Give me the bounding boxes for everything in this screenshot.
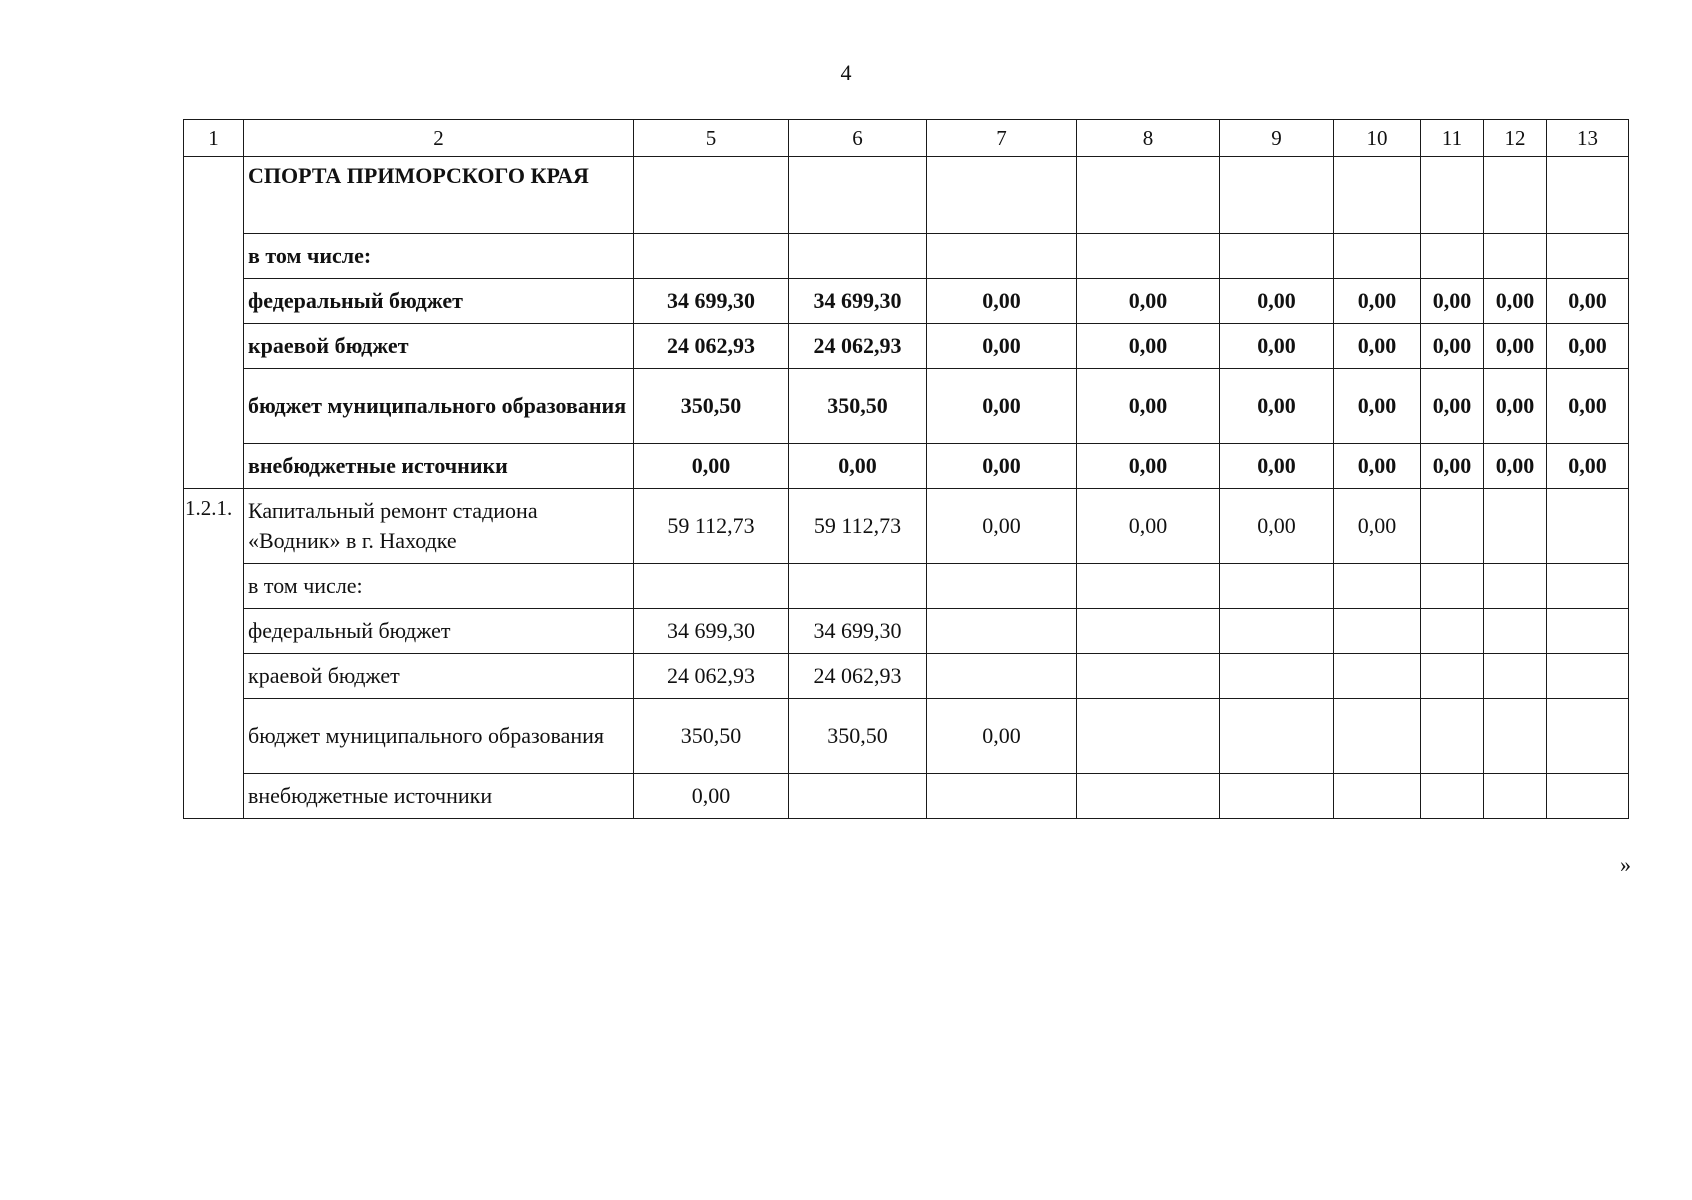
budget-source-label: федеральный бюджет [244, 609, 634, 654]
value-cell [1220, 609, 1334, 654]
budget-source-label: бюджет муниципального образования [244, 699, 634, 774]
value-cell [1220, 774, 1334, 819]
value-cell [1421, 699, 1484, 774]
value-cell: 0,00 [1484, 279, 1547, 324]
value-cell: 0,00 [1077, 279, 1220, 324]
value-cell: 0,00 [1547, 369, 1629, 444]
column-header-1: 1 [184, 120, 244, 157]
value-cell: 24 062,93 [634, 654, 789, 699]
value-cell [1484, 774, 1547, 819]
value-cell [1421, 654, 1484, 699]
column-header-12: 12 [1484, 120, 1547, 157]
value-cell: 0,00 [634, 444, 789, 489]
empty-cell [1334, 564, 1421, 609]
value-cell: 0,00 [634, 774, 789, 819]
value-cell [1077, 699, 1220, 774]
value-cell: 0,00 [1421, 324, 1484, 369]
empty-cell [1334, 157, 1421, 234]
value-cell [1547, 654, 1629, 699]
value-cell: 34 699,30 [789, 609, 927, 654]
including-label: в том числе: [244, 234, 634, 279]
section-including-row [184, 234, 1629, 279]
value-cell: 0,00 [1334, 279, 1421, 324]
value-cell [1421, 489, 1484, 564]
empty-cell [927, 234, 1077, 279]
value-cell [1334, 609, 1421, 654]
value-cell [1547, 699, 1629, 774]
value-cell: 0,00 [1334, 324, 1421, 369]
column-header-13: 13 [1547, 120, 1629, 157]
value-cell: 0,00 [1334, 369, 1421, 444]
value-cell [1547, 609, 1629, 654]
value-cell: 0,00 [1220, 279, 1334, 324]
value-cell [1220, 699, 1334, 774]
section-title: СПОРТА ПРИМОРСКОГО КРАЯ [244, 157, 634, 234]
budget-table [183, 119, 1629, 819]
value-cell: 24 062,93 [789, 324, 927, 369]
column-header-6: 6 [789, 120, 927, 157]
value-cell: 0,00 [927, 444, 1077, 489]
empty-cell [1220, 564, 1334, 609]
value-cell: 0,00 [1421, 279, 1484, 324]
value-cell: 350,50 [789, 699, 927, 774]
budget-source-label: краевой бюджет [244, 654, 634, 699]
section-budget-row [184, 324, 1629, 369]
value-cell: 24 062,93 [634, 324, 789, 369]
value-cell: 0,00 [927, 489, 1077, 564]
empty-cell [1077, 157, 1220, 234]
value-cell: 34 699,30 [634, 609, 789, 654]
budget-source-label: внебюджетные источники [244, 774, 634, 819]
value-cell [1334, 774, 1421, 819]
value-cell: 0,00 [927, 699, 1077, 774]
item-budget-row [184, 654, 1629, 699]
value-cell [1220, 654, 1334, 699]
empty-cell [634, 157, 789, 234]
value-cell [1484, 699, 1547, 774]
column-header-9: 9 [1220, 120, 1334, 157]
value-cell: 0,00 [927, 324, 1077, 369]
empty-cell [789, 234, 927, 279]
value-cell: 0,00 [789, 444, 927, 489]
value-cell [1484, 609, 1547, 654]
empty-cell [927, 157, 1077, 234]
empty-cell [1077, 234, 1220, 279]
budget-source-label: бюджет муниципального образования [244, 369, 634, 444]
value-cell: 34 699,30 [789, 279, 927, 324]
value-cell: 0,00 [1220, 444, 1334, 489]
value-cell [927, 654, 1077, 699]
value-cell: 350,50 [634, 369, 789, 444]
value-cell: 34 699,30 [634, 279, 789, 324]
item-title-row [184, 489, 1629, 564]
empty-cell [634, 234, 789, 279]
empty-cell [1484, 234, 1547, 279]
value-cell: 0,00 [1220, 324, 1334, 369]
section-budget-row [184, 279, 1629, 324]
value-cell: 0,00 [1334, 489, 1421, 564]
value-cell: 350,50 [789, 369, 927, 444]
value-cell [927, 774, 1077, 819]
value-cell: 0,00 [1077, 444, 1220, 489]
value-cell: 0,00 [1077, 324, 1220, 369]
empty-cell [1484, 157, 1547, 234]
empty-cell [1421, 234, 1484, 279]
value-cell: 0,00 [1220, 369, 1334, 444]
value-cell [789, 774, 927, 819]
value-cell: 0,00 [1077, 489, 1220, 564]
value-cell [1077, 774, 1220, 819]
value-cell [1421, 609, 1484, 654]
empty-cell [1077, 564, 1220, 609]
empty-cell [1484, 564, 1547, 609]
value-cell: 350,50 [634, 699, 789, 774]
empty-cell [1547, 157, 1629, 234]
value-cell: 0,00 [1220, 489, 1334, 564]
value-cell: 0,00 [927, 279, 1077, 324]
table-header-row [184, 120, 1629, 157]
column-header-5: 5 [634, 120, 789, 157]
value-cell: 0,00 [1421, 444, 1484, 489]
value-cell [1484, 654, 1547, 699]
section-title-row [184, 157, 1629, 234]
empty-cell [1334, 234, 1421, 279]
empty-cell [927, 564, 1077, 609]
empty-cell [789, 157, 927, 234]
column-header-10: 10 [1334, 120, 1421, 157]
section-budget-row [184, 444, 1629, 489]
item-budget-row [184, 699, 1629, 774]
empty-cell [1220, 234, 1334, 279]
value-cell: 0,00 [1077, 369, 1220, 444]
column-header-8: 8 [1077, 120, 1220, 157]
item-code: 1.2.1. [184, 489, 244, 819]
item-including-row [184, 564, 1629, 609]
value-cell: 0,00 [1547, 324, 1629, 369]
item-budget-row [184, 609, 1629, 654]
value-cell: 0,00 [1421, 369, 1484, 444]
column-header-2: 2 [244, 120, 634, 157]
budget-source-label: федеральный бюджет [244, 279, 634, 324]
empty-cell [1421, 157, 1484, 234]
item-title: Капитальный ремонт стадиона «Водник» в г. Находке [244, 489, 634, 564]
row-code-cell [184, 157, 244, 489]
column-header-11: 11 [1421, 120, 1484, 157]
budget-source-label: внебюджетные источники [244, 444, 634, 489]
including-label: в том числе: [244, 564, 634, 609]
empty-cell [1547, 234, 1629, 279]
value-cell: 0,00 [1334, 444, 1421, 489]
value-cell: 24 062,93 [789, 654, 927, 699]
page-number: 4 [840, 60, 852, 85]
value-cell [1421, 774, 1484, 819]
empty-cell [1547, 564, 1629, 609]
empty-cell [634, 564, 789, 609]
empty-cell [1421, 564, 1484, 609]
empty-cell [1220, 157, 1334, 234]
value-cell: 0,00 [1484, 369, 1547, 444]
value-cell: 59 112,73 [789, 489, 927, 564]
value-cell [1547, 774, 1629, 819]
column-header-7: 7 [927, 120, 1077, 157]
value-cell [1077, 609, 1220, 654]
value-cell: 0,00 [1484, 444, 1547, 489]
value-cell: 59 112,73 [634, 489, 789, 564]
value-cell [1077, 654, 1220, 699]
empty-cell [789, 564, 927, 609]
value-cell [927, 609, 1077, 654]
value-cell: 0,00 [1547, 444, 1629, 489]
budget-source-label: краевой бюджет [244, 324, 634, 369]
item-budget-row [184, 774, 1629, 819]
value-cell [1334, 699, 1421, 774]
closing-quote: » [1620, 852, 1631, 877]
section-budget-row [184, 369, 1629, 444]
value-cell: 0,00 [1484, 324, 1547, 369]
value-cell: 0,00 [1547, 279, 1629, 324]
value-cell [1547, 489, 1629, 564]
value-cell: 0,00 [927, 369, 1077, 444]
value-cell [1484, 489, 1547, 564]
value-cell [1334, 654, 1421, 699]
